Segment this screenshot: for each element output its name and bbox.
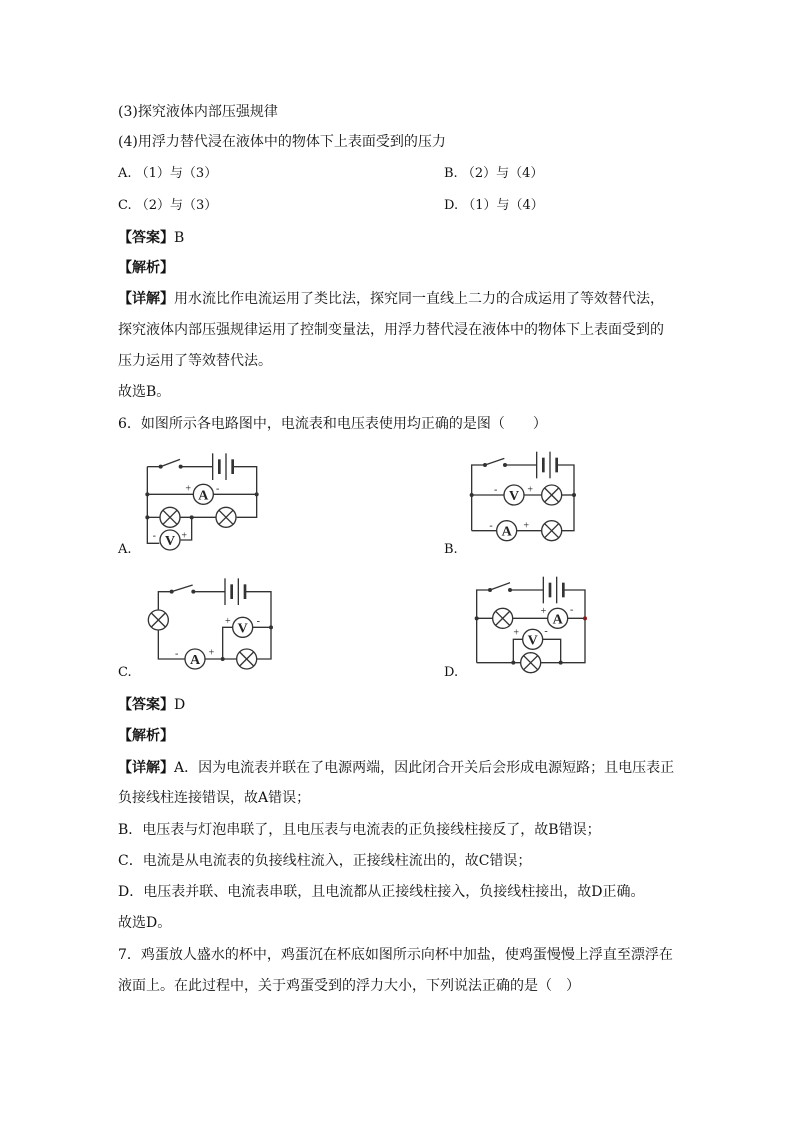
plus-sign: + xyxy=(181,530,187,542)
minus-sign: - xyxy=(494,484,498,496)
q6-analysis-tag: 【解析】 xyxy=(118,728,174,744)
q5-item-3: (3)探究液体内部压强规律 xyxy=(118,104,278,120)
plus-sign: + xyxy=(523,520,529,532)
voltmeter-label: V xyxy=(527,633,538,649)
lamp-icon xyxy=(216,507,236,527)
q6-detail-2: 负接线柱连接错误，故A错误； xyxy=(118,790,311,806)
q7-question-1: 7．鸡蛋放人盛水的杯中，鸡蛋沉在杯底如图所示向杯中加盐，使鸡蛋慢慢上浮直至漂浮在 xyxy=(118,947,673,963)
q6-detail-1 xyxy=(118,759,674,777)
answer-value: D xyxy=(174,697,186,713)
q5-option-d: D. （1）与（4） xyxy=(444,198,544,213)
q5-item-4: (4)用浮力替代浸在液体中的物体下上表面受到的压力 xyxy=(118,134,446,150)
voltmeter-label: V xyxy=(164,534,176,549)
q6-answer xyxy=(118,696,185,714)
voltmeter-label: V xyxy=(237,621,248,637)
ammeter-label: A xyxy=(189,653,201,668)
answer-tag: 【答案】 xyxy=(118,697,174,713)
circuit-b xyxy=(472,452,574,541)
circuit-label-c: C. xyxy=(118,665,132,680)
circuit-d xyxy=(477,577,585,673)
minus-sign: - xyxy=(152,530,157,542)
detail-tag: 【详解】 xyxy=(118,760,174,776)
q6-detail-5: D．电压表并联、电流表串联，且电流都从正接线柱接入，负接线柱接出，故D正确。 xyxy=(118,884,645,900)
voltmeter-label: V xyxy=(508,489,520,504)
ammeter-label: A xyxy=(198,488,209,504)
minus-sign: - xyxy=(544,626,548,637)
plus-sign: + xyxy=(208,647,215,659)
q5-conclusion: 故选B。 xyxy=(118,384,171,400)
q5-option-c: C. （2）与（3） xyxy=(118,198,218,213)
plus-sign: + xyxy=(225,616,231,627)
ammeter-label: A xyxy=(501,524,512,540)
q5-answer xyxy=(118,229,184,247)
circuit-label-d: D. xyxy=(444,665,459,680)
minus-sign: - xyxy=(175,648,179,660)
minus-sign: - xyxy=(256,616,261,627)
q5-analysis-tag: 【解析】 xyxy=(118,260,174,276)
answer-tag: 【答案】 xyxy=(118,230,174,246)
circuit-label-b: B. xyxy=(444,542,458,557)
q6-conclusion: 故选D。 xyxy=(118,915,172,931)
q7-question-2: 液面上。在此过程中，关于鸡蛋受到的浮力大小，下列说法正确的是（ ） xyxy=(118,978,580,994)
switch-icon xyxy=(161,459,180,466)
plus-sign: + xyxy=(527,484,533,496)
lamp-icon xyxy=(160,507,180,527)
minus-sign: - xyxy=(489,520,493,532)
q6-detail-3: B．电压表与灯泡串联了，且电压表与电流表的正负接线柱接反了，故B错误； xyxy=(118,822,601,838)
ammeter-label: A xyxy=(552,612,563,628)
plus-sign: + xyxy=(513,627,519,639)
detail-text: A．因为电流表并联在了电源两端，因此闭合开关后会形成电源短路；且电压表正 xyxy=(174,760,675,776)
q6-detail-4: C．电流是从电流表的负接线柱流入，正接线柱流出的，故C错误； xyxy=(118,853,532,869)
q6-question: 6．如图所示各电路图中，电流表和电压表使用均正确的是图（ ） xyxy=(118,416,547,432)
q5-option-b: B. （2）与（4） xyxy=(444,166,544,181)
circuit-label-a: A. xyxy=(118,542,132,557)
plus-sign: + xyxy=(185,483,191,495)
answer-value: B xyxy=(174,230,185,246)
minus-sign: - xyxy=(216,483,220,495)
detail-tag: 【详解】 xyxy=(118,291,174,307)
detail-text: 用水流比作电流运用了类比法，探究同一直线上二力的合成运用了等效替代法， xyxy=(174,291,664,307)
circuit-diagrams xyxy=(110,440,590,690)
q5-detail-1 xyxy=(118,290,664,308)
battery-icon xyxy=(213,453,233,480)
q5-option-a: A. （1）与（3） xyxy=(118,166,218,181)
minus-sign: - xyxy=(570,604,574,616)
plus-sign: + xyxy=(540,606,547,617)
q5-detail-2: 探究液体内部压强规律运用了控制变量法，用浮力替代浸在液体中的物体下上表面受到的 xyxy=(118,322,664,338)
q5-detail-3: 压力运用了等效替代法。 xyxy=(118,353,272,369)
